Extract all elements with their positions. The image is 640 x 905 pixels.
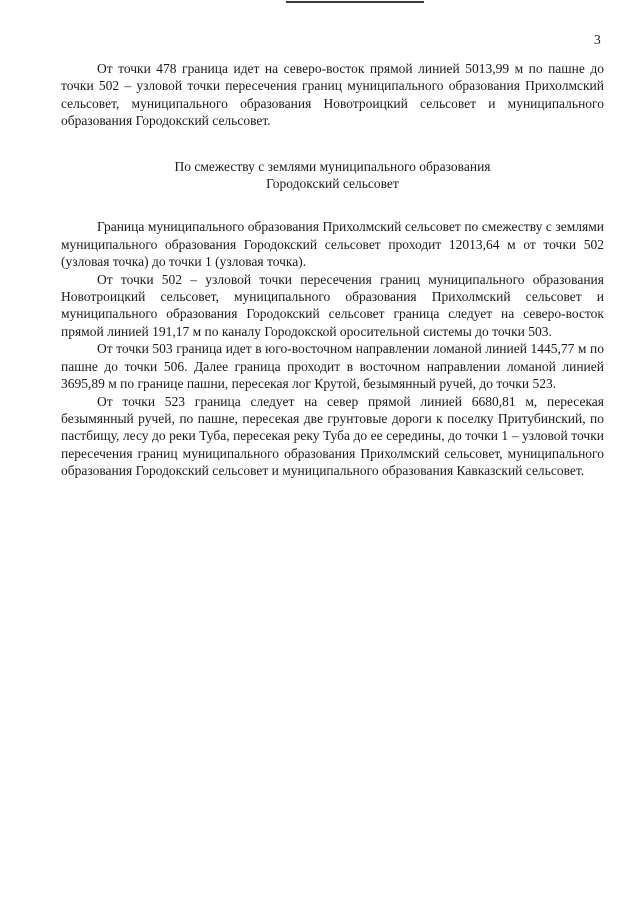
page-number: 3 [594, 32, 601, 47]
document-body [61, 60, 604, 480]
section-heading-line-2: Городокский сельсовет [266, 176, 399, 192]
top-divider [286, 1, 424, 3]
body-paragraph: От точки 503 граница идет в юго-восточном направлении ломаной линией 1445,77 м по пашне до точки 506. Далее граница проходит в восточном направлении ломаной линией 3695,89 м по границе пашни, пересекая лог Крутой, безымянный ручей, до точки 523. [61, 341, 604, 392]
body-paragraph: Граница муниципального образования Прихолмский сельсовет по смежеству с землями муниципального образования Городокский сельсовет проходит 12013,64 м от точки 502 (узловая точка) до точки 1 (узловая точка). [61, 219, 604, 270]
section-heading-line-1: По смежеству с землями муниципального образования [174, 158, 491, 174]
section-heading [61, 158, 604, 193]
body-paragraph: От точки 523 граница следует на север прямой линией 6680,81 м, пересекая безымянный ручей, по пашне, пересекая две грунтовые дороги к поселку Притубинский, по пастбищу, лесу до реки Туба, пересекая реку Туба до ее середины, до точки 1 – узловой точки пересечения границ муниципального образования Прихолмский сельсовет, муниципального образования Городокский сельсовет и муниципального образования Кавказский сельсовет. [61, 393, 604, 479]
body-paragraph: От точки 502 – узловой точки пересечения границ муниципального образования Новотроицкий сельсовет, муниципального образования Прихолмский сельсовет и муниципального образования Городокский сельсовет граница следует на северо-восток прямой линией 191,17 м по каналу Городокской оросительной системы до точки 503. [61, 271, 604, 339]
intro-paragraph: От точки 478 граница идет на северо-восток прямой линией 5013,99 м по пашне до точки 502 – узловой точки пересечения границ муниципального образования Прихолмский сельсовет, муниципального образования Новотроицкий сельсовет и муниципального образования Городокский сельсовет. [61, 61, 604, 129]
